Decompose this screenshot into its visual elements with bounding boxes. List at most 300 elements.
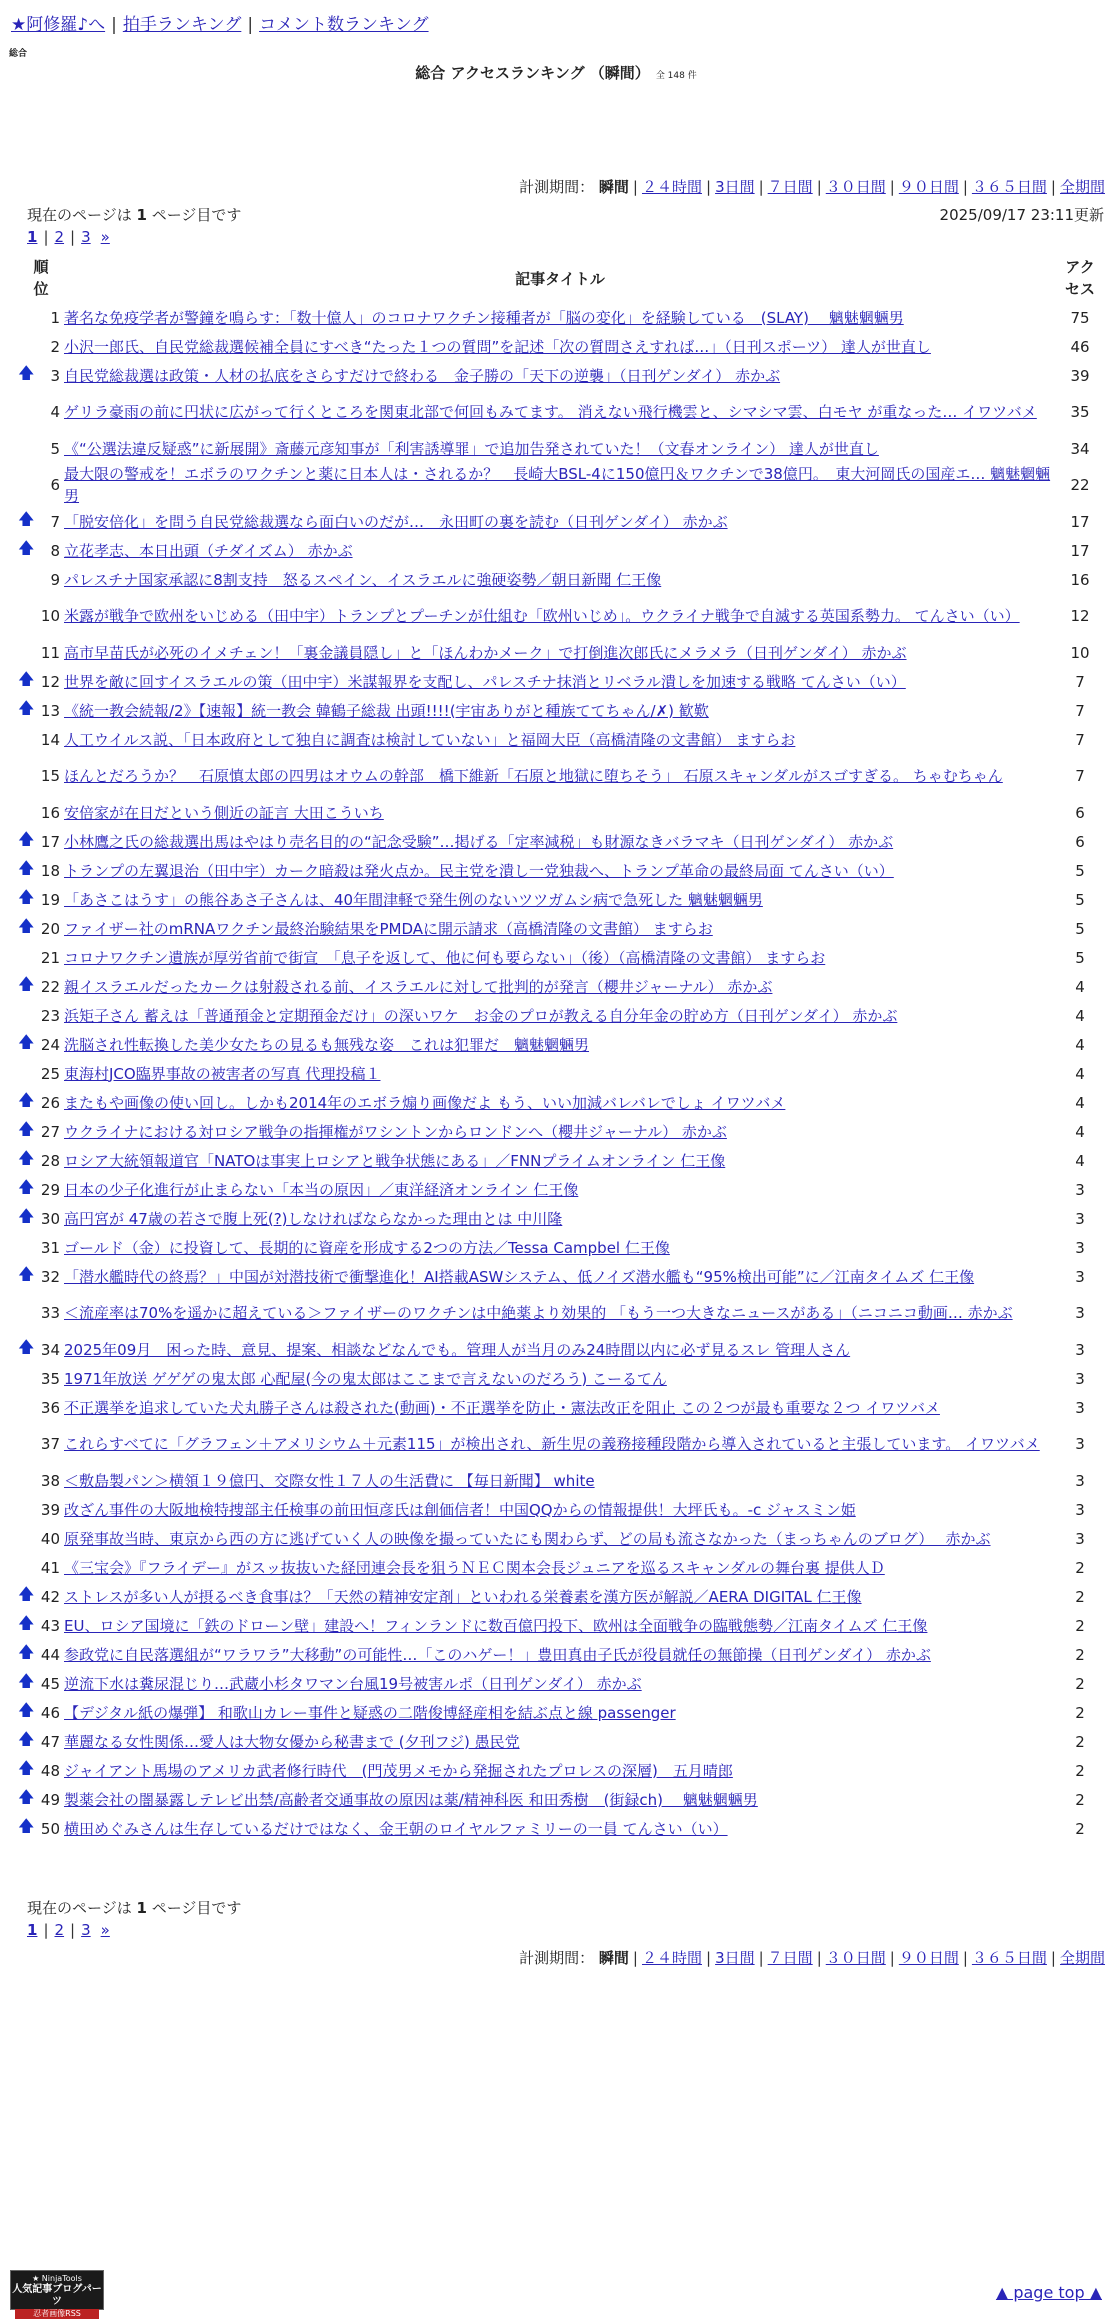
rank-number: 22 bbox=[40, 977, 60, 996]
access-count: 7 bbox=[1075, 701, 1085, 720]
article-title-cell bbox=[64, 1117, 1056, 1146]
clap-ranking-link[interactable]: 拍手ランキング bbox=[122, 15, 242, 35]
table-row bbox=[18, 1611, 1104, 1640]
article-link[interactable]: 小沢一郎氏、自民党総裁選候補全員にすべき“たった１つの質問”を記述「次の質問さえすれば…」（日刊スポーツ） 達人が世直し bbox=[64, 337, 931, 356]
rank-up-arrow-icon: 🡅 bbox=[18, 1700, 35, 1719]
rank-number: 24 bbox=[40, 1035, 60, 1054]
table-row bbox=[18, 1553, 1104, 1582]
rank-number: 21 bbox=[40, 948, 60, 967]
rank-up-arrow-icon: 🡅 bbox=[18, 887, 35, 906]
rank-up-arrow-icon: 🡅 bbox=[18, 858, 35, 877]
access-count: 3 bbox=[1075, 1209, 1085, 1228]
rank-arrow-cell bbox=[18, 434, 40, 463]
rank-number: 23 bbox=[40, 1006, 60, 1025]
table-row bbox=[18, 594, 1104, 638]
access-count: 2 bbox=[1075, 1674, 1085, 1693]
article-title-cell bbox=[64, 1262, 1056, 1291]
pager-next[interactable]: » bbox=[100, 228, 110, 246]
access-count: 3 bbox=[1075, 1369, 1085, 1388]
table-row bbox=[18, 856, 1104, 885]
period-all[interactable]: 全期間 bbox=[1059, 178, 1105, 196]
access-count: 3 bbox=[1075, 1238, 1085, 1257]
article-title-cell bbox=[64, 1001, 1056, 1030]
ranking-table bbox=[18, 253, 1104, 1843]
access-count: 46 bbox=[1070, 337, 1090, 356]
article-link[interactable]: ＜敷島製パン＞横領１９億円、交際女性１７人の生活費に 【毎日新聞】 white bbox=[64, 1471, 595, 1490]
article-link[interactable]: 小林鷹之氏の総裁選出馬はやはり売名目的の“記念受験”…掲げる「定率減税」も財源なきバラマキ（日刊ゲンダイ） 赤かぶ bbox=[64, 832, 894, 851]
article-link[interactable]: 東海村JCO臨界事故の被害者の写真 代理投稿１ bbox=[64, 1064, 381, 1083]
access-count: 4 bbox=[1075, 1122, 1085, 1141]
article-link[interactable]: 【デジタル紙の爆弾】 和歌山カレー事件と疑惑の二階俊博経産相を結ぶ点と線 passenger bbox=[64, 1703, 676, 1722]
rank-number: 31 bbox=[40, 1238, 60, 1257]
page-info-suffix: ページ目です bbox=[151, 1899, 242, 1917]
rank-number: 6 bbox=[50, 476, 60, 494]
access-count: 4 bbox=[1075, 1006, 1085, 1025]
rank-number: 20 bbox=[40, 919, 60, 938]
top-nav bbox=[11, 10, 429, 35]
category-label: 総合 bbox=[9, 49, 28, 59]
pager-page-3[interactable]: 3 bbox=[81, 228, 91, 246]
access-count: 3 bbox=[1075, 1471, 1085, 1490]
article-title-cell bbox=[64, 434, 1056, 463]
rank-number: 12 bbox=[40, 672, 60, 691]
period-24h[interactable]: ２４時間 bbox=[641, 178, 702, 196]
article-link[interactable]: 1971年放送 ゲゲゲの鬼太郎 心配屋(今の鬼太郎はここまで言えないのだろう) こーるてん bbox=[64, 1369, 667, 1388]
article-link[interactable]: 日本の少子化進行が止まらない「本当の原因」／東洋経済オンライン 仁王像 bbox=[64, 1180, 579, 1199]
rank-arrow-cell bbox=[18, 594, 40, 638]
table-row bbox=[18, 361, 1104, 390]
article-link[interactable]: 立花孝志、本日出頭（チダイズム） 赤かぶ bbox=[64, 541, 353, 560]
period-365d[interactable]: ３６５日間 bbox=[971, 1949, 1047, 1967]
comment-ranking-link[interactable]: コメント数ランキング bbox=[259, 15, 429, 35]
access-count: 2 bbox=[1075, 1703, 1085, 1722]
rank-arrow-cell bbox=[18, 303, 40, 332]
table-row bbox=[18, 943, 1104, 972]
access-count: 4 bbox=[1075, 1064, 1085, 1083]
rank-arrow-cell bbox=[18, 332, 40, 361]
access-count: 3 bbox=[1075, 1398, 1085, 1417]
period-3d[interactable]: 3日間 bbox=[715, 178, 755, 196]
rank-number: 43 bbox=[40, 1616, 60, 1635]
access-count: 2 bbox=[1075, 1790, 1085, 1809]
rank-up-arrow-icon: 🡅 bbox=[18, 1758, 35, 1777]
article-link[interactable]: 「脱安倍化」を問う自民党総裁選なら面白いのだが… 永田町の裏を読む（日刊ゲンダイ） 赤かぶ bbox=[64, 512, 728, 531]
logo-line-1: ★ NinjaTools bbox=[32, 2274, 82, 2283]
table-row bbox=[18, 1756, 1104, 1785]
article-title-cell bbox=[64, 1059, 1056, 1088]
table-row bbox=[18, 1335, 1104, 1364]
rank-up-arrow-icon: 🡅 bbox=[18, 1787, 35, 1806]
rank-arrow-cell bbox=[18, 638, 40, 667]
rank-number: 50 bbox=[40, 1819, 60, 1838]
table-row bbox=[18, 1001, 1104, 1030]
article-title-cell bbox=[64, 754, 1056, 798]
access-count: 4 bbox=[1075, 1093, 1085, 1112]
rank-number: 28 bbox=[40, 1151, 60, 1170]
logo-line-2: 人気記事ブログパーツ bbox=[12, 2284, 102, 2307]
access-count: 2 bbox=[1075, 1558, 1085, 1577]
pager-current: 1 bbox=[27, 1921, 38, 1939]
rank-number: 16 bbox=[40, 803, 60, 822]
rank-arrow-cell bbox=[18, 463, 40, 507]
access-count: 3 bbox=[1075, 1500, 1085, 1519]
rank-arrow-cell bbox=[18, 1291, 40, 1335]
article-link[interactable]: コロナワクチン遺族が厚労省前で街宣 「息子を返して、他に何も要らない」（後）（高橋清隆の文書館） ますらお bbox=[64, 948, 826, 967]
article-link[interactable]: ロシア大統領報道官「NATOは事実上ロシアと戦争状態にある」／FNNプライムオンライン 仁王像 bbox=[64, 1151, 726, 1170]
article-link[interactable]: 高市早苗氏が必死のイメチェン！「裏金議員隠し」と「ほんわかメーク」で打倒進次郎氏にメラメラ（日刊ゲンダイ） 赤かぶ bbox=[64, 643, 907, 662]
access-count: 10 bbox=[1070, 643, 1090, 662]
table-row bbox=[18, 1814, 1104, 1843]
page-info-prefix: 現在のページは bbox=[27, 206, 132, 224]
rank-up-arrow-icon: 🡅 bbox=[18, 1584, 35, 1603]
table-row bbox=[18, 914, 1104, 943]
rank-number: 37 bbox=[40, 1435, 60, 1453]
article-title-cell bbox=[64, 885, 1056, 914]
article-link[interactable]: 安倍家が在日だという側近の証言 大田こういち bbox=[64, 803, 384, 822]
article-link[interactable]: 改ざん事件の大阪地検特捜部主任検事の前田恒彦氏は創価信者！中国QQからの情報提供！大坪氏も。-c ジャスミン姫 bbox=[64, 1500, 856, 1519]
rank-up-arrow-icon: 🡅 bbox=[18, 1642, 35, 1661]
article-link[interactable]: またもや画像の使い回し。しかも2014年のエボラ煽り画像だよ もう、いい加減バレバレでしょ イワツバメ bbox=[64, 1093, 786, 1112]
table-row bbox=[18, 827, 1104, 856]
access-count: 2 bbox=[1075, 1616, 1085, 1635]
article-link[interactable]: 「あさこはうす」の熊谷あさ子さんは、40年間津軽で発生例のないツツガムシ病で急死した 魑魅魍魎男 bbox=[64, 890, 763, 909]
logo-line-3: 忍者画像RSS bbox=[15, 2309, 99, 2319]
col-access-header: アクセス bbox=[1064, 258, 1095, 298]
table-row bbox=[18, 1364, 1104, 1393]
access-count: 5 bbox=[1075, 919, 1085, 938]
article-link[interactable]: これらすべてに「グラフェン＋アメリシウム＋元素115」が検出され、新生児の義務接種段階から導入されていると主張しています。 イワツバメ bbox=[64, 1435, 1040, 1453]
rank-number: 7 bbox=[50, 512, 60, 531]
rank-number: 45 bbox=[40, 1674, 60, 1693]
rank-number: 46 bbox=[40, 1703, 60, 1722]
article-link[interactable]: 人工ウイルス説、「日本政府として独自に調査は検討していない」と福岡大臣（高橋清隆の文書館） ますらお bbox=[64, 730, 796, 749]
article-link[interactable]: 参政党に自民落選組が“ワラワラ”大移動”の可能性…「このハゲー！」豊田真由子氏が役員就任の無節操（日刊ゲンダイ） 赤かぶ bbox=[64, 1645, 931, 1664]
table-row bbox=[18, 1233, 1104, 1262]
rank-number: 48 bbox=[40, 1761, 60, 1780]
access-count: 35 bbox=[1070, 403, 1090, 421]
rank-arrow-cell bbox=[18, 1001, 40, 1030]
page-title bbox=[0, 62, 1112, 83]
rank-arrow-cell bbox=[18, 565, 40, 594]
rank-number: 41 bbox=[40, 1558, 60, 1577]
article-title-cell bbox=[64, 361, 1056, 390]
article-link[interactable]: 浜矩子さん 蓄えは「普通預金と定期預金だけ」の深いワケ お金のプロが教える自分年金の貯め方（日刊ゲンダイ） 赤かぶ bbox=[64, 1006, 898, 1025]
rank-arrow-cell bbox=[18, 1553, 40, 1582]
article-title-cell bbox=[64, 1393, 1056, 1422]
article-title-cell bbox=[64, 565, 1056, 594]
article-title-cell bbox=[64, 798, 1056, 827]
period-90d[interactable]: ９０日間 bbox=[898, 1949, 959, 1967]
period-30d[interactable]: ３０日間 bbox=[825, 1949, 886, 1967]
article-link[interactable]: 不正選挙を追求していた犬丸勝子さんは殺された(動画)・不正選挙を防止・憲法改正を阻止 この２つが最も重要な２つ イワツバメ bbox=[64, 1398, 940, 1417]
article-link[interactable]: 逆流下水は糞尿混じり…武蔵小杉タワマン台風19号被害ルポ（日刊ゲンダイ） 赤かぶ bbox=[64, 1674, 642, 1693]
article-link[interactable]: ほんとだろうか？ 石原慎太郎の四男はオウムの幹部 橋下維新「石原と地獄に堕ちそう」 石原スキャンダルがスゴすぎる。 ちゃむちゃん bbox=[64, 767, 1003, 785]
rank-up-arrow-icon: 🡅 bbox=[18, 1177, 35, 1196]
rank-number: 47 bbox=[40, 1732, 60, 1751]
article-title-cell bbox=[64, 1495, 1056, 1524]
article-title-cell bbox=[64, 1698, 1056, 1727]
access-count: 3 bbox=[1075, 1304, 1085, 1322]
access-count: 4 bbox=[1075, 1035, 1085, 1054]
article-link[interactable]: ストレスが多い人が摂るべき食事は？「天然の精神安定剤」といわれる栄養素を漢方医が解説／AERA DIGITAL 仁王像 bbox=[64, 1587, 862, 1606]
article-title-cell bbox=[64, 1582, 1056, 1611]
rank-number: 30 bbox=[40, 1209, 60, 1228]
article-link[interactable]: 世界を敵に回すイスラエルの策（田中宇）米謀報界を支配し、パレスチナ抹消とリベラル潰しを加速する戦略 てんさい（い） bbox=[64, 672, 906, 691]
table-row bbox=[18, 1582, 1104, 1611]
ninja-tools-logo[interactable] bbox=[10, 2270, 104, 2318]
table-row bbox=[18, 1524, 1104, 1553]
table-row bbox=[18, 1204, 1104, 1233]
access-count: 2 bbox=[1075, 1819, 1085, 1838]
pager-page-2[interactable]: 2 bbox=[54, 1921, 65, 1939]
article-title-cell bbox=[64, 1785, 1056, 1814]
article-title-cell bbox=[64, 1335, 1056, 1364]
article-title-cell bbox=[64, 827, 1056, 856]
table-row bbox=[18, 1422, 1104, 1466]
pager-current: 1 bbox=[27, 228, 38, 246]
table-row bbox=[18, 303, 1104, 332]
article-link[interactable]: 華麗なる女性関係…愛人は大物女優から秘書まで (夕刊フジ) 愚民党 bbox=[64, 1732, 520, 1751]
period-365d[interactable]: ３６５日間 bbox=[971, 178, 1047, 196]
rank-number: 10 bbox=[40, 607, 60, 625]
article-link[interactable]: ジャイアント馬場のアメリカ武者修行時代 (門茂男メモから発掘されたプロレスの深層) 五月晴郎 bbox=[64, 1761, 733, 1780]
period-30d[interactable]: ３０日間 bbox=[825, 178, 886, 196]
page-info-bottom bbox=[27, 1897, 241, 1918]
article-link[interactable]: 《統一教会続報/2》【速報】統一教会 韓鶴子総裁 出頭!!!!(宇宙ありがと種族ててちゃん/✗) 歓歎 bbox=[64, 701, 709, 720]
access-count: 5 bbox=[1075, 861, 1085, 880]
rank-up-arrow-icon: 🡅 bbox=[18, 509, 35, 528]
article-title-cell bbox=[64, 667, 1056, 696]
rank-arrow-cell bbox=[18, 1495, 40, 1524]
rank-up-arrow-icon: 🡅 bbox=[18, 1206, 35, 1225]
article-title-cell bbox=[64, 1524, 1056, 1553]
table-row bbox=[18, 638, 1104, 667]
rank-number: 9 bbox=[50, 570, 60, 589]
article-title-cell bbox=[64, 1146, 1056, 1175]
article-link[interactable]: 原発事故当時、東京から西の方に逃げていく人の映像を撮っていたにも関わらず、どの局も流さなかった（まっちゃんのブログ） 赤かぶ bbox=[64, 1529, 991, 1548]
table-row bbox=[18, 1640, 1104, 1669]
article-title-cell bbox=[64, 332, 1056, 361]
rank-number: 13 bbox=[40, 701, 60, 720]
article-title-cell bbox=[64, 1204, 1056, 1233]
rank-up-arrow-icon: 🡅 bbox=[18, 698, 35, 717]
rank-arrow-cell bbox=[18, 1059, 40, 1088]
article-title-cell bbox=[64, 696, 1056, 725]
table-row bbox=[18, 1698, 1104, 1727]
access-count: 3 bbox=[1075, 1340, 1085, 1359]
rank-number: 4 bbox=[50, 403, 60, 421]
page-info-prefix: 現在のページは bbox=[27, 1899, 132, 1917]
pager-page-3[interactable]: 3 bbox=[81, 1921, 91, 1939]
access-count: 5 bbox=[1075, 890, 1085, 909]
rank-number: 42 bbox=[40, 1587, 60, 1606]
access-count: 3 bbox=[1075, 1267, 1085, 1286]
access-count: 22 bbox=[1070, 476, 1090, 494]
article-title-cell bbox=[64, 1233, 1056, 1262]
rank-arrow-cell bbox=[18, 754, 40, 798]
page-info-top bbox=[27, 204, 241, 225]
rank-number: 26 bbox=[40, 1093, 60, 1112]
rank-arrow-cell bbox=[18, 1422, 40, 1466]
rank-up-arrow-icon: 🡅 bbox=[18, 1729, 35, 1748]
article-title-cell bbox=[64, 1727, 1056, 1756]
rank-up-arrow-icon: 🡅 bbox=[18, 1119, 35, 1138]
rank-number: 25 bbox=[40, 1064, 60, 1083]
article-link[interactable]: 親イスラエルだったカークは射殺される前、イスラエルに対して批判的が発言（櫻井ジャーナル） 赤かぶ bbox=[64, 977, 773, 996]
table-row bbox=[18, 972, 1104, 1001]
table-row bbox=[18, 1727, 1104, 1756]
article-link[interactable]: 著名な免疫学者が警鐘を鳴らす：「数十億人」のコロナワクチン接種者が「脳の変化」を経験している (SLAY) 魑魅魍魎男 bbox=[64, 308, 904, 327]
article-title-cell bbox=[64, 507, 1056, 536]
period-all[interactable]: 全期間 bbox=[1059, 1949, 1105, 1967]
article-link[interactable]: ファイザー社のmRNAワクチン最終治験結果をPMDAに開示請求（高橋清隆の文書館） ますらお bbox=[64, 919, 713, 938]
access-count: 75 bbox=[1070, 308, 1090, 327]
rank-up-arrow-icon: 🡅 bbox=[18, 669, 35, 688]
rank-number: 29 bbox=[40, 1180, 60, 1199]
table-row bbox=[18, 1393, 1104, 1422]
access-count: 4 bbox=[1075, 1151, 1085, 1170]
article-link[interactable]: ゴールド（金）に投資して、長期的に資産を形成する2つの方法／Tessa Campbel 仁王像 bbox=[64, 1238, 670, 1257]
rank-up-arrow-icon: 🡅 bbox=[18, 829, 35, 848]
home-link[interactable]: ★阿修羅♪へ bbox=[11, 15, 106, 35]
article-link[interactable]: ウクライナにおける対ロシア戦争の指揮権がワシントンからロンドンへ（櫻井ジャーナル） 赤かぶ bbox=[64, 1122, 727, 1141]
rank-number: 38 bbox=[40, 1471, 60, 1490]
table-row bbox=[18, 1495, 1104, 1524]
rank-number: 49 bbox=[40, 1790, 60, 1809]
page-top-link[interactable]: ▲ page top ▲ bbox=[995, 2283, 1102, 2302]
table-row bbox=[18, 332, 1104, 361]
article-title-cell bbox=[64, 1814, 1056, 1843]
table-row bbox=[18, 1088, 1104, 1117]
period-3d[interactable]: 3日間 bbox=[715, 1949, 755, 1967]
rank-number: 32 bbox=[40, 1267, 60, 1286]
table-row bbox=[18, 565, 1104, 594]
rank-number: 3 bbox=[50, 366, 60, 385]
rank-number: 27 bbox=[40, 1122, 60, 1141]
article-link[interactable]: 《三宝会》『フライデー』がスッ抜抜いた経団連会長を狙うＮＥＣ関本会長ジュニアを巡るスキャンダルの舞台裏 提供人Ｄ bbox=[64, 1558, 885, 1577]
access-count: 39 bbox=[1070, 366, 1090, 385]
table-row bbox=[18, 1030, 1104, 1059]
access-count: 6 bbox=[1075, 832, 1085, 851]
article-link[interactable]: 2025年09月 困った時、意見、提案、相談などなんでも。管理人が当月のみ24時間以内に必ず見るスレ 管理人さん bbox=[64, 1340, 851, 1359]
page-info-number: 1 bbox=[136, 1899, 147, 1917]
article-link[interactable]: EU、ロシア国境に「鉄のドローン壁」建設へ！フィンランドに数百億円投下、欧州は全面戦争の臨戦態勢／江南タイムズ 仁王像 bbox=[64, 1616, 928, 1635]
article-title-cell bbox=[64, 725, 1056, 754]
rank-number: 17 bbox=[40, 832, 60, 851]
rank-number: 39 bbox=[40, 1500, 60, 1519]
table-row bbox=[18, 1262, 1104, 1291]
ranking-body bbox=[18, 303, 1104, 1843]
rank-arrow-cell bbox=[18, 1393, 40, 1422]
access-count: 17 bbox=[1070, 541, 1090, 560]
article-link[interactable]: 自民党総裁選は政策・人材の払底をさらすだけで終わる 金子勝の「天下の逆襲」（日刊ゲンダイ） 赤かぶ bbox=[64, 366, 781, 385]
rank-arrow-cell bbox=[18, 390, 40, 434]
nav-separator: | bbox=[111, 15, 117, 35]
access-count: 2 bbox=[1075, 1732, 1085, 1751]
table-row bbox=[18, 463, 1104, 507]
access-count: 2 bbox=[1075, 1587, 1085, 1606]
rank-up-arrow-icon: 🡅 bbox=[18, 1337, 35, 1356]
total-count: 全 148 件 bbox=[655, 71, 697, 81]
period-90d[interactable]: ９０日間 bbox=[898, 178, 959, 196]
rank-up-arrow-icon: 🡅 bbox=[18, 1090, 35, 1109]
table-row bbox=[18, 1175, 1104, 1204]
rank-up-arrow-icon: 🡅 bbox=[18, 1264, 35, 1283]
article-link[interactable]: 「潜水艦時代の終焉？」中国が対潜技術で衝撃進化！AI搭載ASWシステム、低ノイズ潜水艦も“95%検出可能”に／江南タイムズ 仁王像 bbox=[64, 1267, 975, 1286]
table-row bbox=[18, 885, 1104, 914]
access-count: 3 bbox=[1075, 1180, 1085, 1199]
article-title-cell bbox=[64, 1756, 1056, 1785]
table-row bbox=[18, 507, 1104, 536]
access-count: 7 bbox=[1075, 767, 1085, 785]
article-link[interactable]: トランプの左翼退治（田中宇）カーク暗殺は発火点か。民主党を潰し一党独裁へ、トランプ革命の最終局面 てんさい（い） bbox=[64, 861, 894, 880]
pager-next[interactable]: » bbox=[100, 1921, 110, 1939]
article-title-cell bbox=[64, 972, 1056, 1001]
article-link[interactable]: ＜流産率は70%を遥かに超えている＞ファイザーのワクチンは中絶薬より効果的 「もう一つ大きなニュースがある」（ニコニコ動画… 赤かぶ bbox=[64, 1304, 1013, 1322]
table-row bbox=[18, 390, 1104, 434]
article-title-cell bbox=[64, 638, 1056, 667]
rank-arrow-cell bbox=[18, 725, 40, 754]
col-rank-header: 順位 bbox=[33, 258, 49, 298]
article-link[interactable]: 米露が戦争で欧州をいじめる（田中宇）トランプとプーチンが仕組む「欧州いじめ」。ウクライナ戦争で自滅する英国系勢力。 てんさい（い） bbox=[64, 607, 1020, 625]
article-title-cell bbox=[64, 1030, 1056, 1059]
article-link[interactable]: 洗脳され性転換した美少女たちの見るも無残な姿 これは犯罪だ 魑魅魍魎男 bbox=[64, 1035, 590, 1054]
access-count: 4 bbox=[1075, 977, 1085, 996]
period-7d[interactable]: ７日間 bbox=[767, 1949, 813, 1967]
period-24h[interactable]: ２４時間 bbox=[641, 1949, 702, 1967]
table-row bbox=[18, 1059, 1104, 1088]
rank-up-arrow-icon: 🡅 bbox=[18, 1032, 35, 1051]
table-row bbox=[18, 798, 1104, 827]
article-title-cell bbox=[64, 1669, 1056, 1698]
article-link[interactable]: 《“公選法違反疑惑”に新展開》斎藤元彦知事が「利害誘導罪」で追加告発されていた！（文春オンライン） 達人が世直し bbox=[64, 439, 879, 458]
article-link[interactable]: 最大限の警戒を！エボラのワクチンと薬に日本人は・されるか？ 長崎大BSL-4に150億円＆ワクチンで38億円。 東大河岡氏の国産エ… 魑魅魍魎男 bbox=[64, 465, 1051, 505]
rank-number: 19 bbox=[40, 890, 60, 909]
article-link[interactable]: 高円宮が 47歳の若さで腹上死(?)しなければならなかった理由とは 中川隆 bbox=[64, 1209, 563, 1228]
table-row bbox=[18, 1466, 1104, 1495]
period-7d[interactable]: ７日間 bbox=[767, 178, 813, 196]
access-count: 6 bbox=[1075, 803, 1085, 822]
table-row bbox=[18, 1117, 1104, 1146]
table-row bbox=[18, 696, 1104, 725]
rank-arrow-cell bbox=[18, 1364, 40, 1393]
rank-number: 14 bbox=[40, 730, 60, 749]
article-link[interactable]: 横田めぐみさんは生存しているだけではなく、金王朝のロイヤルファミリーの一員 てんさい（い） bbox=[64, 1819, 728, 1838]
article-title-cell bbox=[64, 914, 1056, 943]
article-title-cell bbox=[64, 303, 1056, 332]
pager-page-2[interactable]: 2 bbox=[54, 228, 65, 246]
table-row bbox=[18, 754, 1104, 798]
access-count: 3 bbox=[1075, 1529, 1085, 1548]
article-title-cell bbox=[64, 536, 1056, 565]
rank-number: 11 bbox=[40, 643, 60, 662]
rank-up-arrow-icon: 🡅 bbox=[18, 1671, 35, 1690]
article-title-cell bbox=[64, 1466, 1056, 1495]
pager-bottom: 1 | 2 | 3 » bbox=[27, 1921, 110, 1939]
page-info-number: 1 bbox=[136, 206, 147, 224]
article-link[interactable]: ゲリラ豪雨の前に円状に広がって行くところを関東北部で何回もみてます。 消えない飛行機雲と、シマシマ雲、白モヤ が重なった… イワツバメ bbox=[64, 403, 1037, 421]
rank-up-arrow-icon: 🡅 bbox=[18, 1148, 35, 1167]
article-link[interactable]: 製薬会社の闇暴露しテレビ出禁/高齢者交通事故の原因は薬/精神科医 和田秀樹 (街録ch) 魑魅魍魎男 bbox=[64, 1790, 758, 1809]
access-count: 34 bbox=[1070, 439, 1090, 458]
table-row bbox=[18, 536, 1104, 565]
article-link[interactable]: パレスチナ国家承認に8割支持 怒るスペイン、イスラエルに強硬姿勢／朝日新聞 仁王像 bbox=[64, 570, 662, 589]
article-title-cell bbox=[64, 463, 1056, 507]
rank-number: 33 bbox=[40, 1304, 60, 1322]
access-count: 7 bbox=[1075, 672, 1085, 691]
nav-separator: | bbox=[247, 15, 254, 35]
rank-number: 44 bbox=[40, 1645, 60, 1664]
